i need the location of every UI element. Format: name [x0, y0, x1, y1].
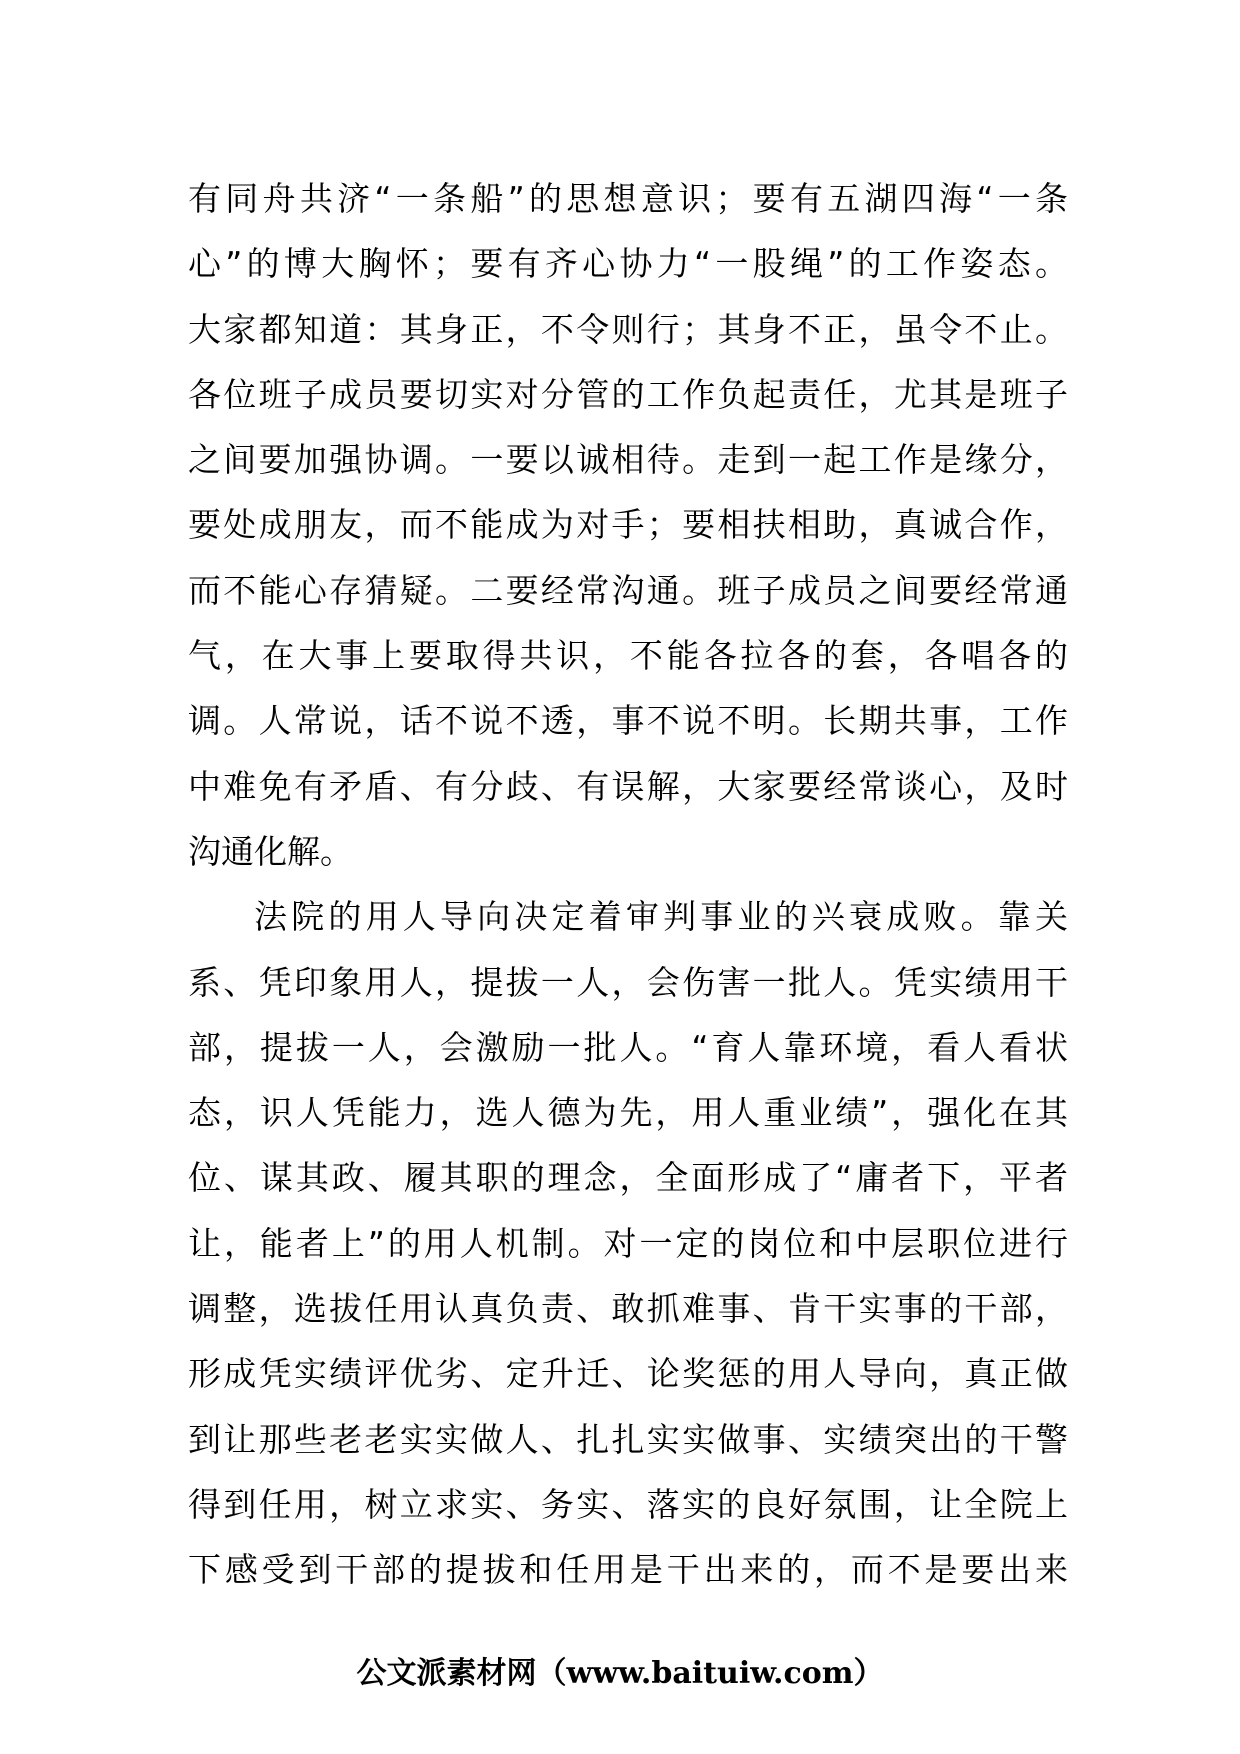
text-line: 之间要加强协调。一要以诚相待。走到一起工作是缘分， — [188, 440, 1068, 480]
text-line: 位、谋其政、履其职的理念，全面形成了“庸者下，平者 — [188, 1158, 1068, 1198]
text-line: 要处成朋友，而不能成为对手；要相扶相助，真诚合作， — [188, 505, 1068, 545]
text-line: 让，能者上”的用人机制。对一定的岗位和中层职位进行 — [188, 1223, 1068, 1263]
text-line: 气，在大事上要取得共识，不能各拉各的套，各唱各的 — [188, 636, 1068, 676]
text-line: 沟通化解。 — [188, 831, 353, 871]
text-line: 大家都知道：其身正，不令则行；其身不正，虽令不止。 — [188, 309, 1068, 349]
text-line: 得到任用，树立求实、务实、落实的良好氛围，让全院上 — [188, 1484, 1068, 1524]
body-text — [188, 166, 1068, 1603]
text-line: 中难免有矛盾、有分歧、有误解，大家要经常谈心，及时 — [188, 766, 1068, 806]
text-line: 形成凭实绩评优劣、定升迁、论奖惩的用人导向，真正做 — [188, 1354, 1068, 1394]
text-line: 下感受到干部的提拔和任用是干出来的，而不是要出来 — [188, 1550, 1068, 1590]
text-line: 各位班子成员要切实对分管的工作负起责任，尤其是班子 — [188, 374, 1068, 414]
text-line: 而不能心存猜疑。二要经常沟通。班子成员之间要经常通 — [188, 570, 1068, 610]
footer-watermark: 公文派素材网（www.baituiw.com） — [356, 1656, 884, 1691]
text-line: 心”的博大胸怀；要有齐心协力“一股绳”的工作姿态。 — [188, 244, 1068, 284]
text-line: 调整，选拔任用认真负责、敢抓难事、肯干实事的干部， — [188, 1289, 1068, 1329]
paragraph-first-line: 法院的用人导向决定着审判事业的兴衰成败。靠关 — [254, 897, 1068, 937]
text-line: 有同舟共济“一条船”的思想意识；要有五湖四海“一条 — [188, 179, 1068, 218]
text-line: 部，提拔一人，会激励一批人。“育人靠环境，看人看状 — [188, 1027, 1068, 1067]
text-line: 态，识人凭能力，选人德为先，用人重业绩”，强化在其 — [188, 1093, 1068, 1133]
text-line: 调。人常说，话不说不透，事不说不明。长期共事，工作 — [188, 701, 1068, 741]
text-line: 系、凭印象用人，提拔一人，会伤害一批人。凭实绩用干 — [188, 962, 1068, 1002]
text-line: 到让那些老老实实做人、扎扎实实做事、实绩突出的干警 — [188, 1419, 1068, 1459]
